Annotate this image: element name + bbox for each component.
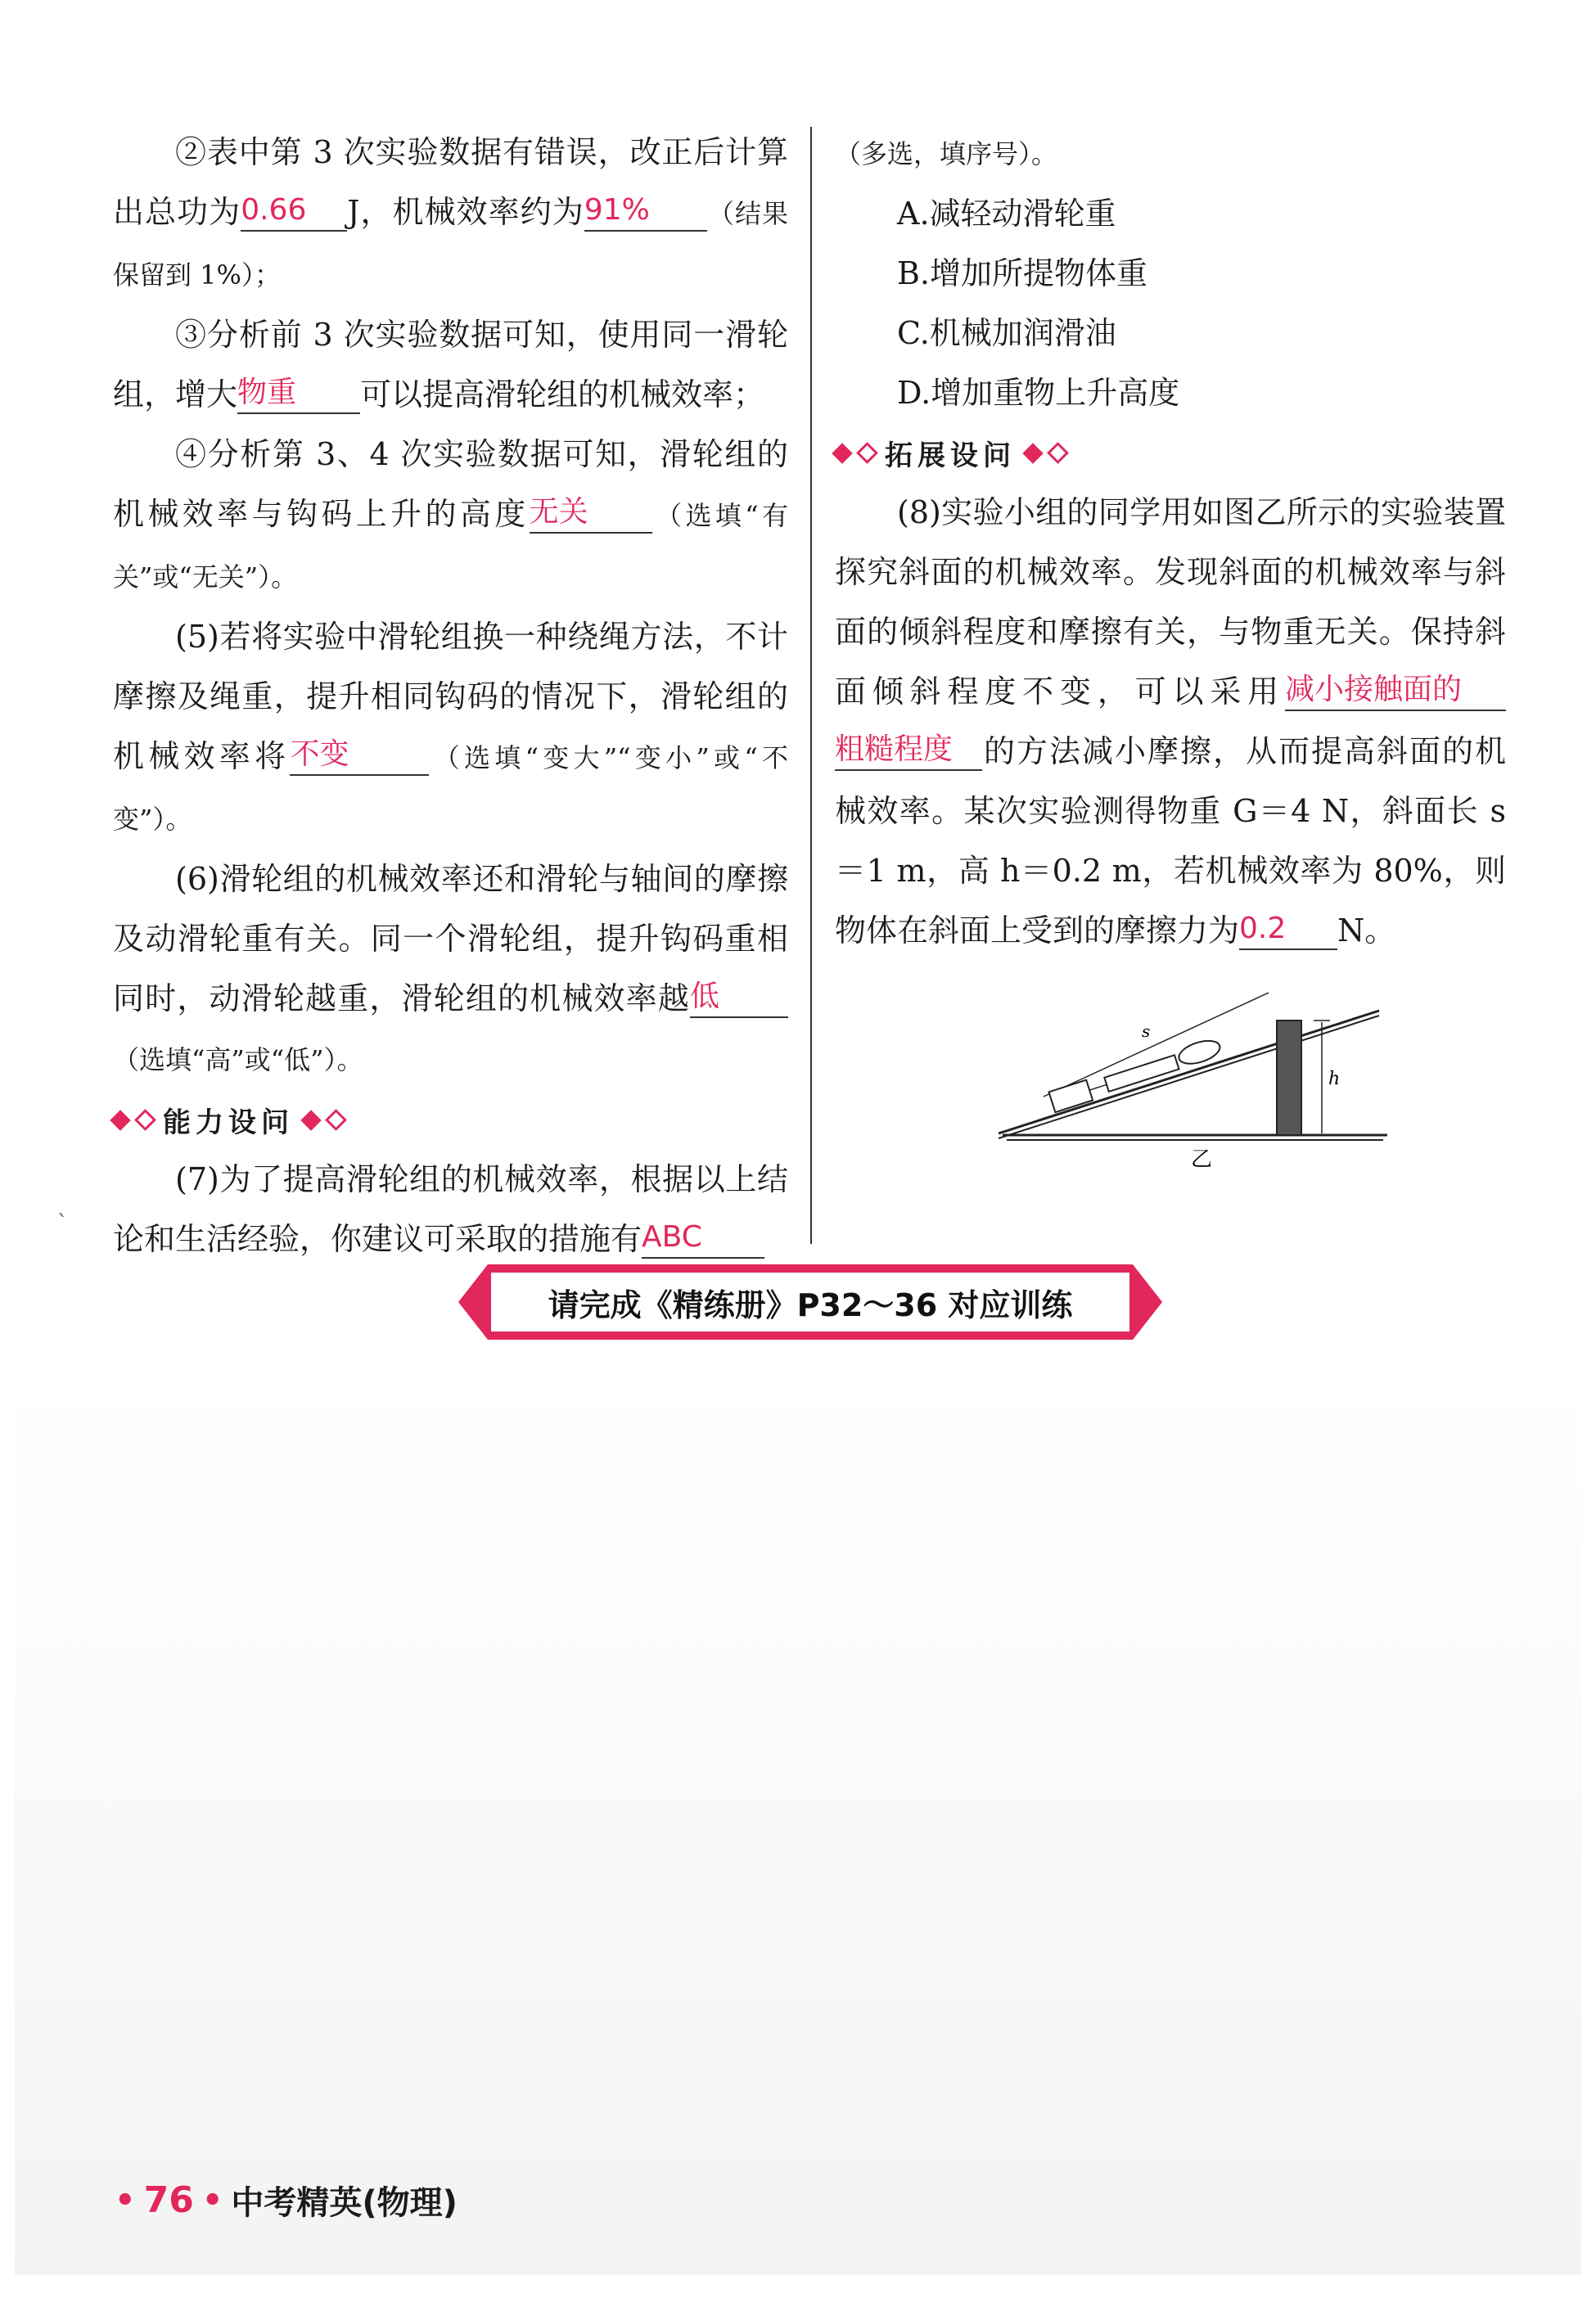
stray-mark: ` [57,1211,68,1236]
support-block [1277,1021,1301,1135]
question-note: （选填“有关”或“无关”）。 [113,500,788,593]
column-divider [810,127,812,1244]
answer-blank: 不变 [290,735,429,776]
question-note: （多选，填序号）。 [835,138,1058,169]
page-footer [115,2177,458,2224]
diamond-outline-icon [134,1109,156,1131]
section-title: 拓展设问 [885,439,1016,472]
diamond-icon [832,443,852,463]
diamond-outline-icon [1047,442,1069,464]
answer-blank: 91% [584,191,707,232]
answer-blank: 低 [690,977,788,1018]
diamond-icon [110,1110,130,1130]
bullet-icon: • [201,2181,223,2219]
practice-banner [458,1264,1162,1340]
answer-blank: 粗糙程度 [835,730,982,771]
question-text: (7)为了提高滑轮组的机械效率，根据以上结论和生活经验，你建议可采取的措施有 [113,1161,788,1257]
diamond-icon [1022,443,1043,463]
answer-blank: 减小接触面的 [1285,670,1506,711]
question-6 [113,849,788,1090]
section-header-extension [835,423,1506,483]
question-text: ②表中第 3 次实验数据有错误，改正后计算出总功为 [113,134,788,230]
diamond-outline-icon [856,442,878,464]
answer-blank: ABC [642,1218,764,1259]
question-text: ③分析前 3 次实验数据可知，使用同一滑轮组，增大 [113,317,788,412]
question-text: (5)若将实验中滑轮组换一种绕绳方法，不计摩擦及绳重，提升相同钩码的情况下，滑轮组的机械效率将 [113,619,788,774]
question-note: （选填“变大”“变小”或“不变”）。 [113,742,788,835]
book-title: 中考精英(物理) [231,2184,458,2222]
question-note: （选填“高”或“低”）。 [113,1044,363,1075]
question-8 [835,483,1506,961]
question-text: ④分析第 3、4 次实验数据可知，滑轮组的机械效率与钩码上升的高度 [113,436,788,532]
question-text: N。 [1337,912,1396,948]
page-background [15,1375,1581,2275]
option-a: A.减轻动滑轮重 [897,196,1116,232]
option-b: B.增加所提物体重 [897,255,1148,291]
bullet-icon: • [115,2181,136,2219]
left-column [113,123,788,1269]
length-arrow [1044,993,1269,1097]
option-c: C.机械加润滑油 [897,315,1116,351]
question-3 [113,305,788,425]
length-label: s [1142,1021,1151,1041]
question-7-continued [835,123,1506,184]
option-d: D.增加重物上升高度 [897,375,1180,411]
section-title: 能力设问 [163,1106,294,1139]
right-column [835,123,1506,961]
question-text: J，机械效率约为 [347,194,584,230]
diamond-outline-icon [325,1109,347,1131]
question-note: （结果保留到 1%）； [113,198,788,291]
answer-blank: 物重 [237,373,360,414]
question-text: 的方法减小摩擦，从而提高斜面的机械效率。某次实验测得物重 G＝4 N，斜面长 s＝1 m，高 h＝0.2 m，若机械效率为 80%，则物体在斜面上受到的摩擦力为 [835,733,1506,948]
height-label: h [1328,1069,1341,1089]
question-4 [113,425,788,607]
block [1048,1080,1093,1112]
page-number: 76 [143,2179,194,2221]
figure-caption: 乙 [1191,1147,1213,1172]
string [1089,1084,1107,1090]
banner-text: 请完成《精练册》P32～36 对应训练 [548,1286,1073,1323]
incline-diagram [994,962,1404,1174]
answer-blank: 0.66 [241,191,347,232]
answer-blank: 无关 [530,493,652,534]
question-text: (6)滑轮组的机械效率还和滑轮与轴间的摩擦及动滑轮重有关。同一个滑轮组，提升钩码重相同时，动滑轮越重，滑轮组的机械效率越 [113,861,788,1016]
question-7 [113,1150,788,1269]
section-header-ability [113,1090,788,1150]
answer-blank: 0.2 [1239,909,1337,950]
question-2 [113,123,788,305]
question-5 [113,607,788,849]
question-text: 可以提高滑轮组的机械效率； [360,376,765,412]
diamond-icon [300,1110,321,1130]
question-text: (8)实验小组的同学用如图乙所示的实验装置探究斜面的机械效率。发现斜面的机械效率与斜面的倾斜程度和摩擦有关，与物重无关。保持斜面倾斜程度不变，可以采用 [835,494,1506,710]
